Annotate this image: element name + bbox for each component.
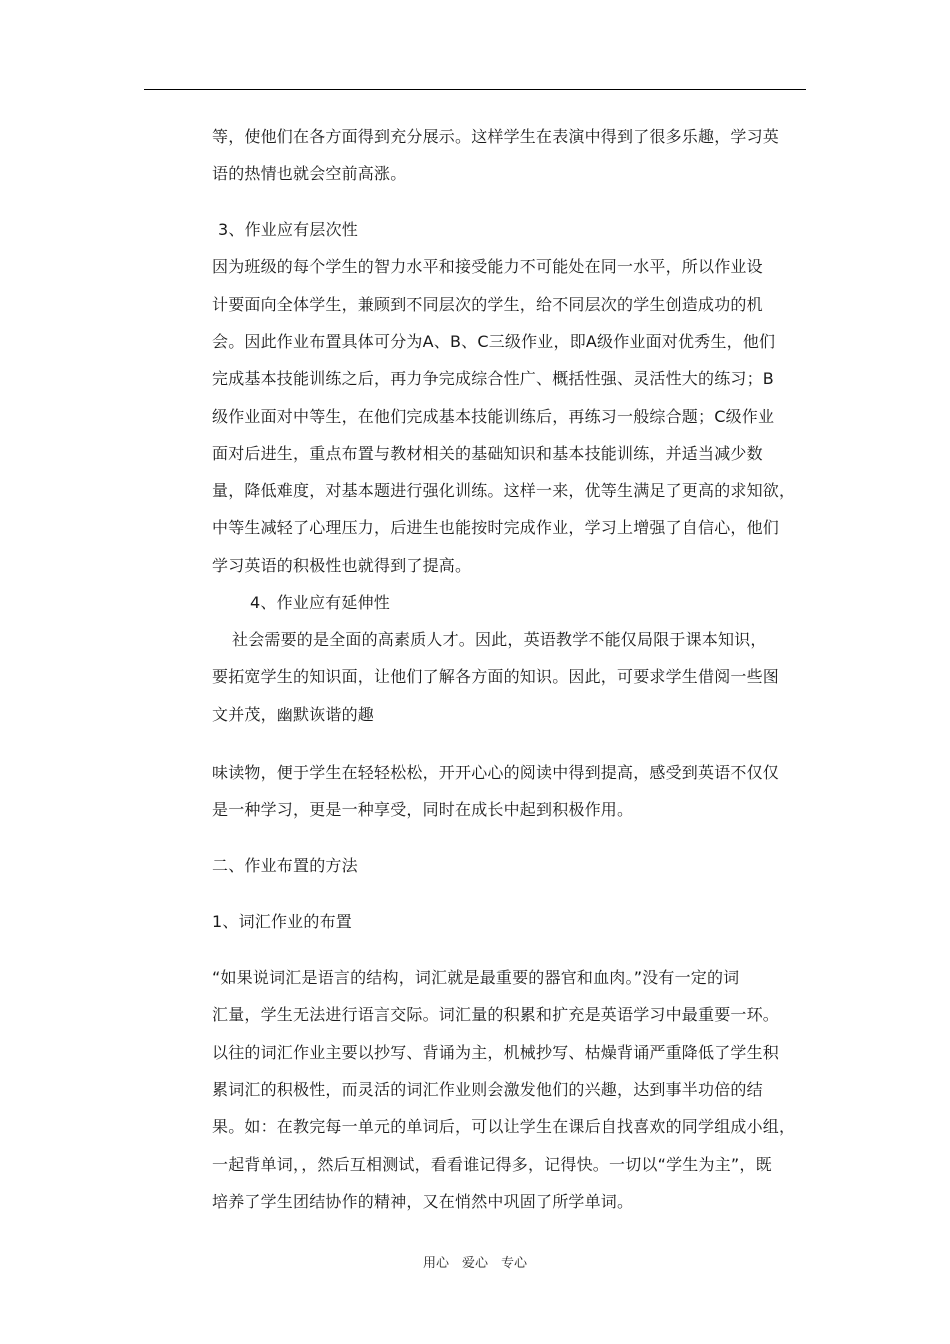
text-line: 等，使他们在各方面得到充分展示。这样学生在表演中得到了很多乐趣，学习英: [212, 127, 780, 146]
text-line: 计要面向全体学生，兼顾到不同层次的学生，给不同层次的学生创造成功的机: [212, 295, 763, 314]
text-line: 一起背单词，，然后互相测试，看看谁记得多，记得快。一切以“学生为主”，既: [212, 1155, 772, 1174]
text-line: 量，降低难度，对基本题进行强化训练。这样一来，优等生满足了更高的求知欲，: [212, 481, 796, 500]
text-line: 是一种学习，更是一种享受，同时在成长中起到积极作用。: [212, 800, 634, 819]
section-heading: 1、词汇作业的布置: [212, 912, 352, 931]
text-line: 以往的词汇作业主要以抄写、背诵为主，机械抄写、枯燥背诵严重降低了学生积: [212, 1043, 780, 1062]
text-line: 因为班级的每个学生的智力水平和接受能力不可能处在同一水平，所以作业设: [212, 257, 763, 276]
text-line: 要拓宽学生的知识面，让他们了解各方面的知识。因此，可要求学生借阅一些图: [212, 667, 780, 686]
text-line: 学习英语的积极性也就得到了提高。: [212, 556, 472, 575]
text-line: 果。如：在教完每一单元的单词后，可以让学生在课后自找喜欢的同学组成小组，: [212, 1117, 796, 1136]
text-line: 面对后进生，重点布置与教材相关的基础知识和基本技能训练，并适当减少数: [212, 444, 763, 463]
text-line: 累词汇的积极性，而灵活的词汇作业则会激发他们的兴趣，达到事半功倍的结: [212, 1080, 763, 1099]
page-footer: 用心 爱心 专心: [422, 1256, 527, 1271]
text-line: 社会需要的是全面的高素质人才。因此，英语教学不能仅局限于课本知识，: [232, 630, 767, 649]
section-heading: 二、作业布置的方法: [212, 856, 358, 875]
text-line: 级作业面对中等生，在他们完成基本技能训练后，再练习一般综合题；C级作业: [212, 407, 775, 426]
text-line: 培养了学生团结协作的精神，又在悄然中巩固了所学单词。: [212, 1192, 634, 1211]
text-line: 完成基本技能训练之后，再力争完成综合性广、概括性强、灵活性大的练习；B: [212, 369, 774, 388]
text-line: 中等生减轻了心理压力，后进生也能按时完成作业，学习上增强了自信心，他们: [212, 518, 780, 537]
text-line: 文并茂，幽默诙谐的趣: [212, 705, 375, 724]
header-rule: [144, 89, 806, 90]
text-line: 会。因此作业布置具体可分为A、B、C三级作业，即A级作业面对优秀生，他们: [212, 332, 776, 351]
section-heading: 3、作业应有层次性: [218, 220, 358, 239]
text-line: 语的热情也就会空前高涨。: [212, 164, 407, 183]
section-heading: 4、作业应有延伸性: [250, 593, 390, 612]
text-line: 汇量，学生无法进行语言交际。词汇量的积累和扩充是英语学习中最重要一环。: [212, 1005, 780, 1024]
text-line: “如果说词汇是语言的结构，词汇就是最重要的器官和血肉。”没有一定的词: [212, 968, 740, 987]
text-line: 味读物，便于学生在轻轻松松，开开心心的阅读中得到提高，感受到英语不仅仅: [212, 763, 780, 782]
